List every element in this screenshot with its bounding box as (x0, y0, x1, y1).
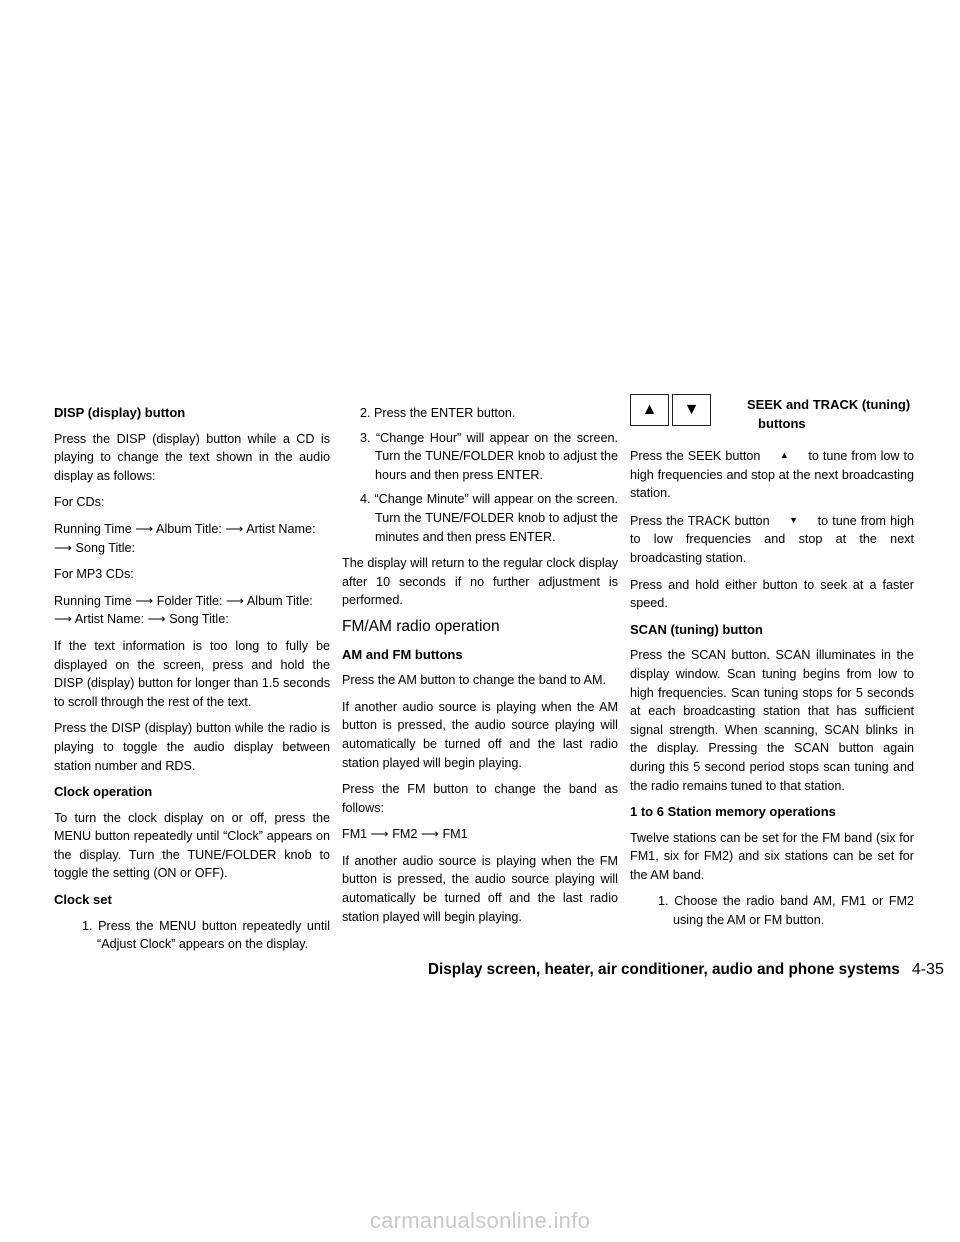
paragraph: Press the SEEK button ▲ to tune from low to high frequencies and stop at the next broadcasting station. (630, 446, 914, 503)
clock-set-steps (54, 917, 330, 954)
column-left (54, 404, 330, 962)
heading-clock-set: Clock set (54, 892, 112, 908)
track-button-illustration (672, 394, 711, 426)
page-footer (428, 961, 944, 979)
track-down-arrow-icon: ▼ (683, 401, 700, 418)
seek-track-heading-block (630, 394, 914, 439)
seek-up-arrow-icon: ▲ (779, 450, 789, 460)
clock-set-steps-continued (342, 404, 618, 546)
paragraph: Press the SCAN button. SCAN illuminates in the display window. Scan tuning begins from low to high frequencies. Scan tuning stops for 5 seconds at each broadcasting station that has sufficient signal strength. When scanning, SCAN blinks in the display. Pressing the SCAN button again during this 5 second period stops scan tuning and the radio remains tuned to that station. (630, 648, 914, 793)
paragraph: If another audio source is playing when the AM button is pressed, the audio source playing will automatically be turned off and the last radio station played will begin playing. (342, 699, 618, 770)
paragraph: If another audio source is playing when the FM button is pressed, the audio source playing will automatically be turned off and the last radio station played will begin playing. (342, 853, 618, 924)
paragraph: Running Time ⟶ Album Title: ⟶ Artist Name: ⟶ Song Title: (54, 521, 316, 555)
list-item: 1. Press the MENU button repeatedly until “Adjust Clock” appears on the display. (82, 918, 331, 952)
seek-button-illustration (630, 394, 669, 426)
list-item: 2. Press the ENTER button. (360, 406, 516, 420)
column-right (630, 397, 915, 938)
list-item: 3. “Change Hour” will appear on the screen. Turn the TUNE/FOLDER knob to adjust the hours and then press ENTER. (360, 430, 618, 482)
list-item: 4. “Change Minute” will appear on the screen. Turn the TUNE/FOLDER knob to adjust the minutes and then press ENTER. (360, 492, 618, 544)
paragraph: To turn the clock display on or off, press the MENU button repeatedly until “Clock” appears on the display. Turn the TUNE/FOLDER knob to toggle the setting (ON or OFF). (54, 810, 330, 881)
paragraph: Press the DISP (display) button while a CD is playing to change the text shown in the audio display as follows: (54, 431, 330, 483)
footer-section-title: Display screen, heater, air conditioner, audio and phone systems (428, 961, 900, 978)
heading-seek-track-buttons: SEEK and TRACK (tuning) buttons (747, 397, 911, 431)
heading-station-memory: 1 to 6 Station memory operations (630, 804, 836, 820)
track-down-arrow-icon: ▼ (789, 514, 799, 525)
paragraph: For MP3 CDs: (54, 567, 134, 582)
heading-fm-am-radio-operation: FM/AM radio operation (342, 617, 500, 635)
watermark: carmanualsonline.info (369, 1208, 591, 1233)
memory-steps (630, 892, 914, 929)
paragraph: FM1 ⟶ FM2 ⟶ FM1 (342, 827, 468, 842)
page-number: 4-35 (911, 961, 944, 978)
heading-scan-button: SCAN (tuning) button (630, 621, 763, 637)
column-middle (342, 404, 618, 934)
paragraph: Running Time ⟶ Folder Title: ⟶ Album Title: ⟶ Artist Name: ⟶ Song Title: (54, 593, 313, 627)
seek-up-arrow-icon: ▲ (641, 401, 658, 418)
paragraph: If the text information is too long to fully be displayed on the screen, press and hold the DISP (display) button for longer than 1.5 seconds to scroll through the rest of the text. (54, 638, 330, 709)
heading-disp-button: DISP (display) button (54, 405, 186, 420)
paragraph: Press and hold either button to seek at a faster speed. (630, 577, 914, 611)
paragraph: Press the DISP (display) button while the radio is playing to toggle the audio display between station number and RDS. (54, 721, 330, 773)
paragraph: Press the TRACK button ▼ to tune from high to low frequencies and stop at the next broadcasting station. (630, 511, 914, 568)
paragraph: Press the AM button to change the band to AM. (342, 673, 606, 688)
list-item: 1. Choose the radio band AM, FM1 or FM2 using the AM or FM button. (658, 894, 915, 928)
heading-am-fm-buttons: AM and FM buttons (342, 646, 463, 662)
paragraph: Twelve stations can be set for the FM band (six for FM1, six for FM2) and six stations can be set for the AM band. (630, 830, 914, 882)
paragraph: The display will return to the regular clock display after 10 seconds if no further adjustment is performed. (342, 556, 618, 608)
paragraph: For CDs: (54, 495, 105, 510)
paragraph: Press the FM button to change the band as follows: (342, 782, 618, 815)
heading-clock-operation: Clock operation (54, 784, 153, 800)
